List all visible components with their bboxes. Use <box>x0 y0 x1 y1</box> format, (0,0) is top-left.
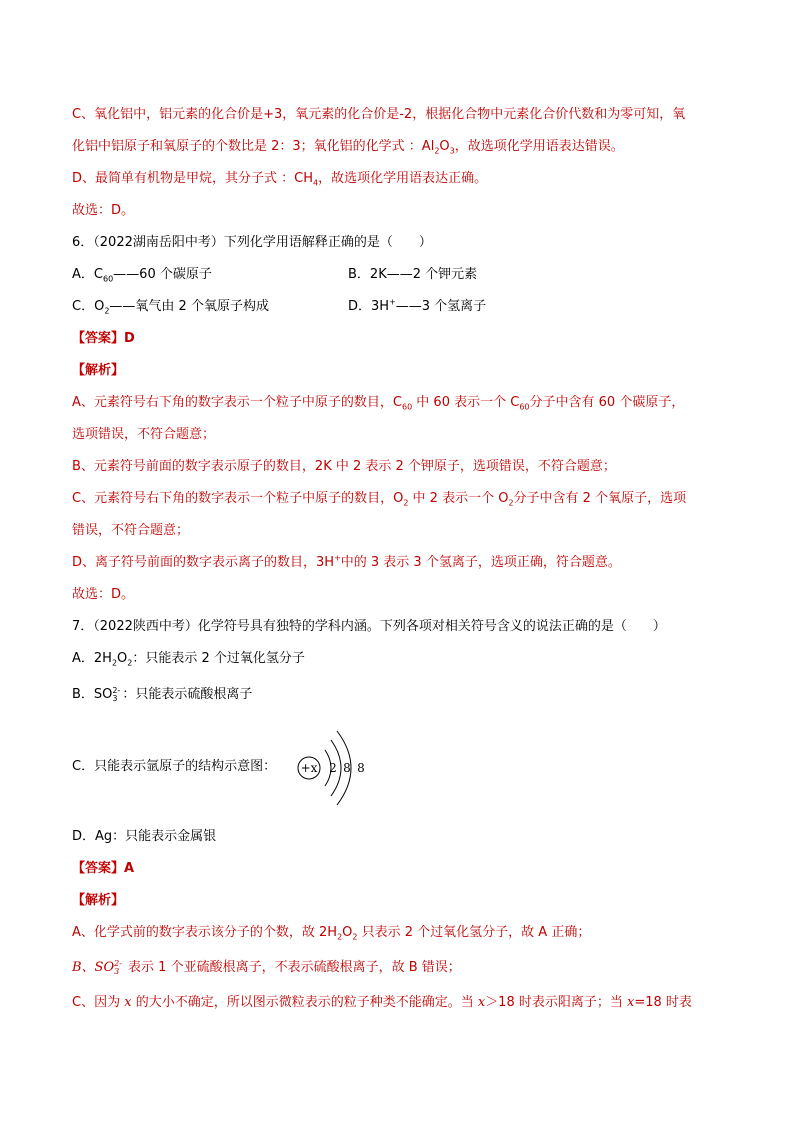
q7-analysis-heading: 【解析】 <box>72 893 125 908</box>
q6-d-line1: D、离子符号前面的数字表示离子的数目，3H+中的 3 表示 3 个氢离子，选项正确，符合题意。 <box>72 553 621 570</box>
q7-answer: 【答案】A <box>72 861 135 876</box>
sol5-d-line: D、最简单有机物是甲烷，其分子式 ：$CH_4$，故选项化学用语表达正确。 <box>72 171 488 188</box>
q7-b-line1: B、SO 2- 3 表示 1 个亚硫酸根离子，不表示硫酸根离子，故 B 错误； <box>72 958 461 976</box>
q7-a-line1: A、化学式前的数字表示该分子的个数，故 $2H_2O_2$ 只表示 2 个过氧化氢分子，故 A 正确； <box>72 925 591 942</box>
q7-option-a: A．$2H_2O_2$：只能表示 2 个过氧化氢分子 <box>72 651 305 668</box>
q6-answer: 【答案】D <box>72 331 135 346</box>
sol5-c-line1: C、氧化铝中，铝元素的化合价是+3，氧元素的化合价是-2，根据化合物中元素化合价代数和为零可知，氧 <box>72 107 686 122</box>
q6-option-d: D．3H+——3 个氢离子 <box>348 297 487 314</box>
sol5-c-line2: 化铝中铝原子和氧原子的个数比是 2：3；氧化铝的化学式 ：$Al_2O_3$，故选项化学用语表达错误。 <box>72 139 624 156</box>
shell-1-count: 2 <box>329 761 337 775</box>
q7-option-d: D．Ag：只能表示金属银 <box>72 829 217 844</box>
q6-a-line1: A、元素符号右下角的数字表示一个粒子中原子的数目，$C_{60}$ 中 60 表示一个 $C_{60}$分子中含有 60 个碳原子， <box>72 395 685 412</box>
q6-option-b: B．2K——2 个钾元素 <box>348 267 478 282</box>
nucleus-label: +x <box>300 761 318 775</box>
q6-b-line1: B、元素符号前面的数字表示原子的数目，2K 中 2 表示 2 个钾原子，选项错误，不符合题意； <box>72 459 616 474</box>
q6-pick: 故选：D。 <box>72 587 135 602</box>
q6-stem: 6．（2022湖南岳阳中考）下列化学用语解释正确的是（ ） <box>72 235 432 250</box>
q6-c-line1: C、元素符号右下角的数字表示一个粒子中原子的数目，$O_2$ 中 2 表示一个 $O_2$分子中含有 2 个氧原子，选项 <box>72 491 687 508</box>
shell-3-count: 8 <box>357 761 365 775</box>
q6-c-line2: 错误，不符合题意； <box>72 523 190 538</box>
q6-analysis-heading: 【解析】 <box>72 363 125 378</box>
atom-structure-diagram <box>293 728 393 808</box>
sol5-pick: 故选：D。 <box>72 203 135 218</box>
q7-option-b: B．SO 2- 3 ：只能表示硫酸根离子 <box>72 685 253 703</box>
q6-a-line2: 选项错误，不符合题意； <box>72 427 216 442</box>
shell-2-count: 8 <box>343 761 351 775</box>
q6-option-c: C．$O_2——$氧气由 2 个氧原子构成 <box>72 299 269 316</box>
q7-c-line1: C、因为 x 的大小不确定，所以图示微粒表示的粒子种类不能确定。当 x＞18 时表示阳离子；当 x=18 时表 <box>72 995 692 1010</box>
q7-option-c: C．只能表示氩原子的结构示意图： <box>72 759 277 774</box>
q7-stem: 7．（2022陕西中考）化学符号具有独特的学科内涵。下列各项对相关符号含义的说法正确的是（ ） <box>72 619 666 634</box>
q6-option-a: A．$C_{60}——60$ 个碳原子 <box>72 267 212 284</box>
